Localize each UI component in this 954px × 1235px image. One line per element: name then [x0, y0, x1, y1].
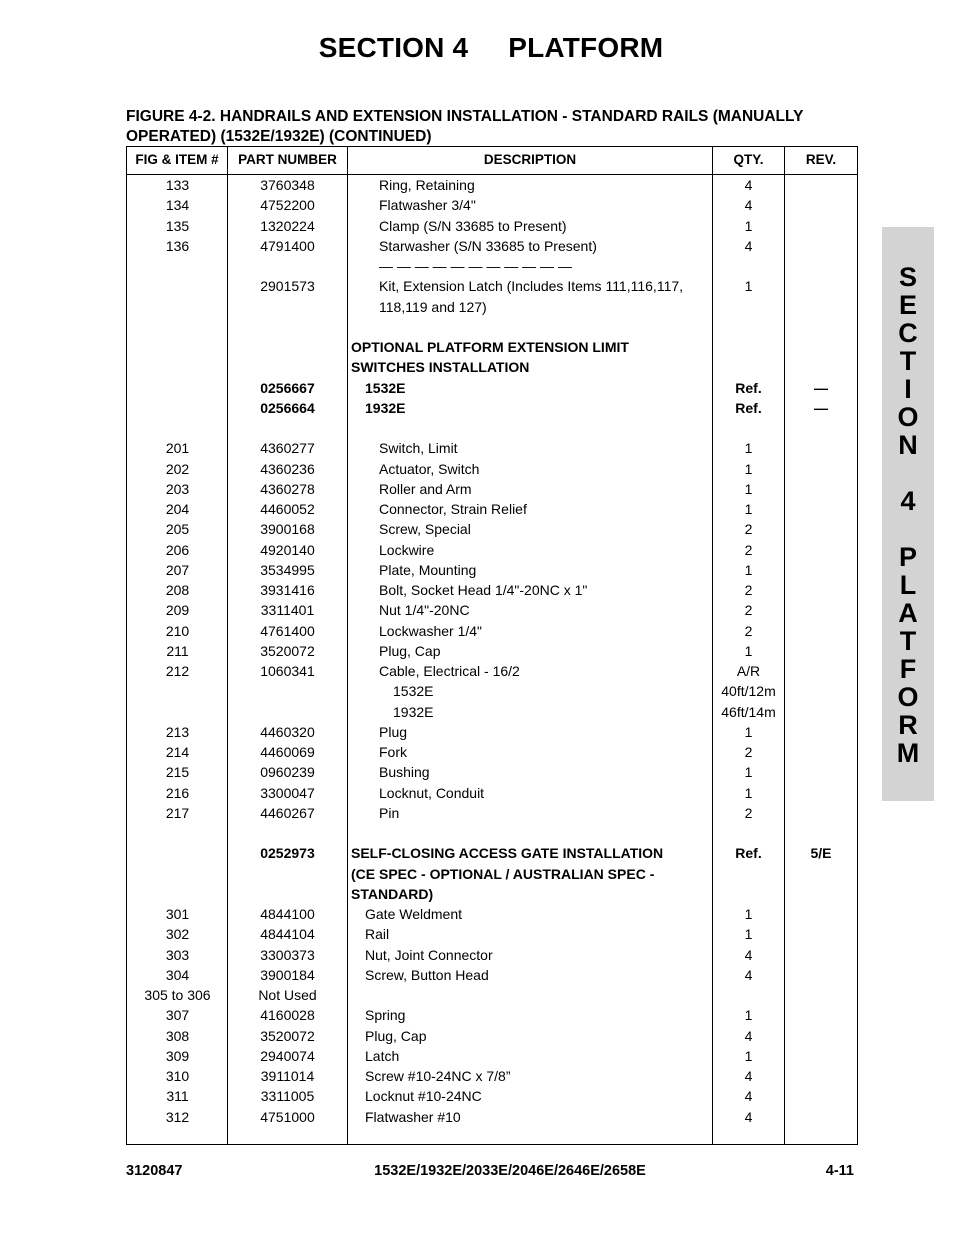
- qty-cell: 1: [744, 926, 753, 943]
- description-cell: 1532E: [393, 683, 434, 700]
- table-row: [127, 762, 857, 782]
- table-row: [127, 904, 857, 924]
- qty-cell: 4: [744, 946, 753, 963]
- table-row: [127, 823, 857, 843]
- table-row: [127, 418, 857, 438]
- table-row: [127, 519, 857, 539]
- fig-item-cell: 201: [165, 440, 190, 457]
- table-row: [127, 1086, 857, 1106]
- qty-cell: 1: [744, 217, 753, 234]
- description-cell: STANDARD): [351, 885, 434, 902]
- description-cell: OPTIONAL PLATFORM EXTENSION LIMIT: [351, 339, 629, 355]
- fig-item-cell: 304: [165, 966, 190, 983]
- part-number-cell: 4920140: [260, 541, 315, 558]
- parts-table: [126, 146, 858, 1145]
- table-row: [127, 438, 857, 458]
- part-number-cell: 3311401: [260, 602, 315, 619]
- description-cell: Clamp (S/N 33685 to Present): [379, 217, 567, 234]
- table-row: [127, 783, 857, 803]
- qty-cell: 1: [744, 501, 753, 517]
- part-number-cell: 3911014: [260, 1068, 315, 1084]
- side-tab-letter: E: [898, 290, 917, 320]
- part-number-cell: 3900168: [260, 521, 315, 538]
- part-number-cell: 3311005: [260, 1088, 315, 1105]
- table-row: [127, 398, 857, 418]
- part-number-cell: 0256664: [260, 399, 315, 416]
- qty-cell: 2: [744, 622, 753, 639]
- description-cell: Screw, Button Head: [365, 966, 489, 983]
- fig-item-cell: 311: [166, 1088, 189, 1105]
- description-cell: Spring: [365, 1007, 406, 1024]
- qty-cell: 2: [744, 804, 753, 821]
- description-cell: Flatwasher 3/4": [379, 197, 476, 214]
- description-cell: Starwasher (S/N 33685 to Present): [379, 237, 597, 254]
- rev-cell: —: [814, 399, 828, 416]
- table-row: [127, 195, 857, 215]
- qty-cell: Ref.: [735, 399, 762, 416]
- description-cell: Locknut, Conduit: [379, 784, 485, 801]
- side-tab-letter: T: [899, 626, 917, 656]
- header-part-number: PART NUMBER: [238, 152, 337, 167]
- qty-cell: 1: [744, 460, 753, 477]
- figure-title: FIGURE 4-2. HANDRAILS AND EXTENSION INSTALLATION - STANDARD RAILS (MANUALLY OPERATED) (1532E/1932E) (CONTINUED): [126, 108, 804, 145]
- description-cell: 1532E: [365, 379, 406, 396]
- fig-item-cell: 210: [165, 622, 190, 639]
- description-cell: Roller and Arm: [379, 480, 472, 497]
- description-cell: Connector, Strain Relief: [379, 501, 527, 517]
- side-tab-letter: C: [898, 318, 918, 348]
- part-number-cell: 0960239: [260, 764, 315, 781]
- side-tab-letter: I: [904, 374, 912, 404]
- table-row: [127, 661, 857, 681]
- table-row: [127, 864, 857, 884]
- table-row: [127, 256, 857, 276]
- fig-item-cell: 205: [165, 521, 190, 538]
- fig-item-cell: 214: [165, 744, 190, 760]
- description-cell: SWITCHES INSTALLATION: [351, 359, 530, 376]
- table-row: [127, 378, 857, 398]
- part-number-cell: 3760348: [260, 177, 315, 193]
- qty-cell: 1: [744, 440, 753, 457]
- qty-cell: 2: [744, 521, 753, 538]
- part-number-cell: 4360278: [260, 480, 315, 497]
- qty-cell: 4: [744, 1068, 753, 1084]
- table-row: [127, 276, 857, 296]
- fig-item-cell: 307: [165, 1007, 190, 1024]
- qty-cell: 1: [744, 642, 753, 659]
- table-row: [127, 560, 857, 580]
- fig-item-cell: 309: [165, 1047, 190, 1064]
- part-number-cell: 3900184: [260, 966, 315, 983]
- fig-item-cell: 301: [165, 906, 190, 922]
- qty-cell: 46ft/14m: [721, 703, 776, 720]
- qty-cell: 4: [744, 1088, 753, 1105]
- part-number-cell: 4360236: [260, 460, 315, 477]
- description-cell: Plug, Cap: [365, 1027, 427, 1044]
- part-number-cell: 4460267: [260, 804, 315, 821]
- part-number-cell: 3520072: [260, 1027, 315, 1044]
- part-number-cell: 3931416: [260, 582, 315, 598]
- table-row: [127, 1066, 857, 1086]
- fig-item-cell: 305 to 306: [144, 987, 211, 1003]
- table-row: [127, 985, 857, 1005]
- part-number-cell: 4791400: [260, 237, 315, 254]
- description-cell: 1932E: [365, 399, 406, 416]
- side-tab-letter: L: [899, 570, 917, 600]
- fig-item-cell: 215: [165, 764, 190, 781]
- qty-cell: 2: [744, 541, 753, 558]
- table-row: [127, 540, 857, 560]
- qty-cell: Ref.: [735, 379, 762, 396]
- description-cell: Lockwasher 1/4": [379, 622, 483, 639]
- qty-cell: 1: [744, 480, 753, 497]
- description-cell: Screw, Special: [379, 521, 471, 538]
- qty-cell: 1: [744, 784, 753, 801]
- table-row: [127, 681, 857, 701]
- table-row: [127, 965, 857, 985]
- qty-cell: 40ft/12m: [721, 683, 776, 700]
- part-number-cell: 2940074: [260, 1047, 315, 1064]
- fig-item-cell: 203: [165, 480, 190, 497]
- table-row: [127, 337, 857, 357]
- fig-item-cell: 302: [165, 926, 190, 943]
- qty-cell: A/R: [736, 663, 761, 679]
- description-cell: Plug: [379, 723, 408, 740]
- part-number-cell: 4752200: [260, 197, 315, 214]
- table-row: [127, 742, 857, 762]
- fig-item-cell: 213: [165, 723, 190, 740]
- table-row: [127, 459, 857, 479]
- table-row: [127, 1046, 857, 1066]
- part-number-cell: 4844100: [260, 906, 315, 922]
- description-cell: — — — — — — — — — — —: [379, 258, 572, 274]
- description-cell: Actuator, Switch: [379, 460, 480, 477]
- side-tab-letter: A: [898, 598, 918, 628]
- fig-item-cell: 308: [165, 1027, 190, 1044]
- part-number-cell: Not Used: [258, 987, 317, 1003]
- table-row: [127, 236, 857, 256]
- header-fig-item: FIG & ITEM #: [135, 152, 219, 167]
- part-number-cell: 4751000: [260, 1108, 315, 1125]
- qty-cell: 1: [744, 561, 753, 578]
- qty-cell: 1: [744, 1007, 753, 1024]
- part-number-cell: 3300373: [260, 946, 315, 963]
- side-tab-letter: P: [898, 542, 917, 572]
- side-tab-letter: T: [899, 346, 917, 376]
- side-tab-letter: O: [897, 682, 919, 712]
- side-tab-letter: O: [897, 402, 919, 432]
- side-tab-letter: M: [896, 738, 920, 768]
- description-cell: Switch, Limit: [379, 440, 458, 457]
- description-cell: Cable, Electrical - 16/2: [379, 663, 520, 679]
- description-cell: Plate, Mounting: [379, 561, 477, 578]
- fig-item-cell: 216: [165, 784, 190, 801]
- description-cell: Locknut #10-24NC: [365, 1088, 482, 1105]
- fig-item-cell: 133: [165, 177, 190, 193]
- qty-cell: 4: [744, 1027, 753, 1044]
- side-tab-letter: S: [898, 262, 917, 292]
- fig-item-cell: 303: [165, 946, 190, 963]
- description-cell: Latch: [365, 1047, 400, 1064]
- qty-cell: 2: [744, 744, 753, 760]
- qty-cell: 1: [744, 1047, 753, 1064]
- table-row: [127, 479, 857, 499]
- description-cell: Pin: [379, 804, 400, 821]
- table-row: [127, 621, 857, 641]
- description-cell: Nut, Joint Connector: [365, 946, 493, 963]
- table-row: [127, 722, 857, 742]
- part-number-cell: 3300047: [260, 784, 315, 801]
- qty-cell: 1: [744, 278, 753, 295]
- description-cell: 1932E: [393, 703, 434, 720]
- table-row: [127, 884, 857, 904]
- description-cell: Lockwire: [379, 541, 435, 558]
- table-row: [127, 1026, 857, 1046]
- fig-item-cell: 312: [165, 1108, 190, 1125]
- qty-cell: 1: [744, 764, 753, 781]
- table-header: [127, 147, 857, 175]
- qty-cell: 2: [744, 602, 753, 619]
- table-row: [127, 297, 857, 317]
- description-cell: Flatwasher #10: [365, 1108, 461, 1125]
- section-side-tab: [882, 227, 934, 801]
- table-row: [127, 216, 857, 236]
- qty-cell: 4: [744, 237, 753, 254]
- header-qty: QTY.: [733, 152, 764, 167]
- qty-cell: 1: [744, 906, 753, 922]
- table-row: [127, 317, 857, 337]
- fig-item-cell: 207: [165, 561, 190, 578]
- fig-item-cell: 310: [165, 1068, 190, 1084]
- part-number-cell: 2901573: [260, 278, 315, 295]
- part-number-cell: 0252973: [260, 845, 315, 862]
- fig-item-cell: 136: [165, 237, 190, 254]
- description-cell: Rail: [365, 926, 390, 943]
- footer-page-number: 4-11: [825, 1163, 854, 1179]
- qty-cell: 4: [744, 966, 753, 983]
- part-number-cell: 3520072: [260, 642, 315, 659]
- side-tab-letter: F: [899, 654, 917, 684]
- fig-item-cell: 217: [165, 804, 190, 821]
- part-number-cell: 4160028: [260, 1007, 315, 1024]
- header-description: DESCRIPTION: [483, 152, 577, 167]
- description-cell: (CE SPEC - OPTIONAL / AUSTRALIAN SPEC -: [351, 865, 655, 882]
- side-tab-letter: R: [898, 710, 918, 740]
- table-row: [127, 924, 857, 944]
- part-number-cell: 4360277: [260, 440, 315, 457]
- fig-item-cell: 211: [166, 642, 189, 659]
- table-row: [127, 175, 857, 195]
- fig-item-cell: 206: [165, 541, 190, 558]
- footer-doc-number: 3120847: [126, 1163, 183, 1179]
- section-title: SECTION 4 PLATFORM: [318, 32, 664, 63]
- fig-item-cell: 134: [165, 197, 190, 214]
- description-cell: Bushing: [379, 764, 430, 781]
- part-number-cell: 1060341: [260, 663, 315, 679]
- description-cell: Fork: [379, 744, 407, 760]
- part-number-cell: 4460320: [260, 723, 315, 740]
- table-row: [127, 1107, 857, 1127]
- footer-models: 1532E/1932E/2033E/2046E/2646E/2658E: [374, 1163, 646, 1179]
- qty-cell: 4: [744, 197, 753, 214]
- table-row: [127, 702, 857, 722]
- part-number-cell: 0256667: [260, 379, 315, 396]
- part-number-cell: 4460052: [260, 501, 315, 517]
- part-number-cell: 1320224: [260, 217, 315, 234]
- fig-item-cell: 212: [165, 663, 190, 679]
- fig-item-cell: 135: [165, 217, 190, 234]
- description-cell: SELF-CLOSING ACCESS GATE INSTALLATION: [351, 845, 664, 862]
- table-row: [127, 803, 857, 823]
- header-rev: REV.: [805, 152, 837, 167]
- table-row: [127, 843, 857, 863]
- fig-item-cell: 208: [165, 582, 190, 598]
- description-cell: Kit, Extension Latch (Includes Items 111,116,117,: [379, 278, 684, 295]
- fig-item-cell: 209: [165, 602, 190, 619]
- table-row: [127, 1005, 857, 1025]
- part-number-cell: 4761400: [260, 622, 315, 639]
- side-tab-letter: 4: [900, 486, 916, 516]
- qty-cell: 2: [744, 582, 753, 598]
- rev-cell: —: [814, 379, 828, 396]
- description-cell: Ring, Retaining: [379, 177, 475, 193]
- side-tab-letter: N: [898, 430, 918, 460]
- description-cell: 118,119 and 127): [379, 298, 487, 315]
- table-row: [127, 499, 857, 519]
- description-cell: Bolt, Socket Head 1/4"-20NC x 1": [379, 582, 588, 598]
- table-row: [127, 600, 857, 620]
- part-number-cell: 3534995: [260, 561, 315, 578]
- part-number-cell: 4460069: [260, 744, 315, 760]
- table-row: [127, 641, 857, 661]
- qty-cell: Ref.: [735, 845, 762, 862]
- description-cell: Plug, Cap: [379, 642, 441, 659]
- table-row: [127, 945, 857, 965]
- fig-item-cell: 202: [165, 460, 190, 477]
- description-cell: Gate Weldment: [365, 906, 463, 922]
- part-number-cell: 4844104: [260, 926, 315, 943]
- rev-cell: 5/E: [810, 845, 832, 862]
- description-cell: Screw #10-24NC x 7/8”: [365, 1068, 511, 1084]
- fig-item-cell: 204: [165, 501, 190, 517]
- table-row: [127, 580, 857, 600]
- qty-cell: 4: [744, 177, 753, 193]
- qty-cell: 1: [744, 723, 753, 740]
- qty-cell: 4: [744, 1108, 753, 1125]
- table-row: [127, 357, 857, 377]
- description-cell: Nut 1/4"-20NC: [379, 602, 470, 619]
